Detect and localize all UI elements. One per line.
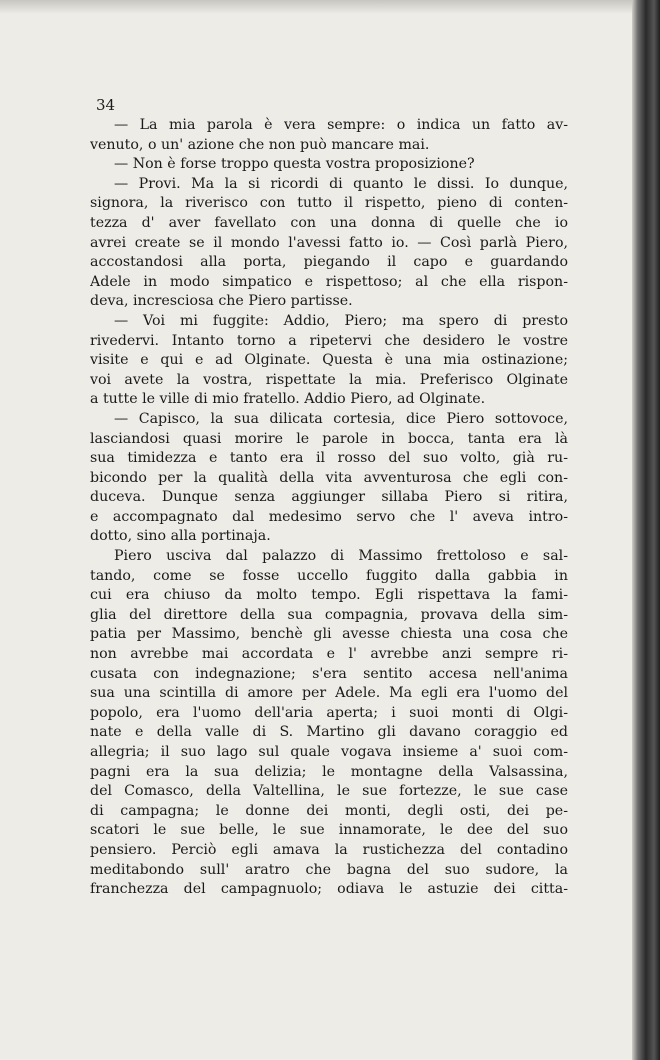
- text-line: — La mia parola è vera sempre: o indica un fatto av-: [114, 117, 568, 133]
- text-line: e accompagnato dal medesimo servo che l' aveva intro-: [90, 508, 568, 525]
- text-line: cusata con indegnazione; s'era sentito accesa nell'anima: [90, 665, 568, 682]
- text-line: del Comasco, della Valtellina, le sue fortezze, le sue case: [90, 783, 568, 800]
- text-line: patia per Massimo, benchè gli avesse chiesta una cosa che: [90, 626, 568, 643]
- text-line: pensiero. Perciò egli amava la rustichezza del contadino: [90, 841, 568, 858]
- text-line: nate e della valle di S. Martino gli davano coraggio ed: [90, 724, 568, 741]
- text-line: tando, come se fosse uccello fuggito dalla gabbia in: [90, 567, 568, 584]
- text-line: di campagna; le donne dei monti, degli osti, dei pe-: [90, 802, 568, 819]
- body-text: [90, 116, 568, 900]
- text-line: non avrebbe mai accordata e l' avrebbe anzi sempre ri-: [90, 646, 568, 663]
- text-line: Piero usciva dal palazzo di Massimo frettoloso e sal-: [114, 548, 568, 565]
- text-line: allegria; il suo lago sul quale vogava insieme a' suoi com-: [90, 744, 568, 760]
- text-line: — Provi. Ma la si ricordi di quanto le dissi. Io dunque,: [114, 175, 568, 192]
- text-line: avrei create se il mondo l'avessi fatto io. — Così parlà Piero,: [90, 234, 568, 251]
- text-line: a tutte le ville di mio fratello. Addio Piero, ad Olginate.: [90, 391, 486, 408]
- text-line: signora, la riverisco con tutto il rispetto, pieno di conten-: [90, 195, 568, 212]
- text-line: voi avete la vostra, rispettate la mia. Preferisco Olginate: [90, 371, 568, 388]
- text-line: cui era chiuso da molto tempo. Egli rispettava la fami-: [90, 587, 568, 604]
- text-line: glia del direttore della sua compagnia, provava della sim-: [90, 606, 568, 623]
- text-line: duceva. Dunque senza aggiunger sillaba Piero si ritira,: [90, 489, 568, 506]
- text-line: rivedervi. Intanto torno a ripetervi che desidero le vostre: [90, 332, 568, 349]
- text-line: venuto, o un' azione che non può mancare mai.: [90, 136, 430, 153]
- text-line: popolo, era l'uomo dell'aria aperta; i suoi monti di Olgi-: [90, 704, 568, 721]
- text-line: — Voi mi fuggite: Addio, Piero; ma spero di presto: [114, 312, 568, 329]
- text-line: — Capisco, la sua dilicata cortesia, dice Piero sottovoce,: [114, 410, 568, 427]
- text-line: pagni era la sua delizia; le montagne della Valsassina,: [90, 763, 568, 780]
- text-line: scatori le sue belle, le sue innamorate, le dee del suo: [90, 822, 568, 839]
- page-number: 34: [96, 96, 116, 114]
- text-line: deva, incresciosa che Piero partisse.: [90, 293, 353, 310]
- text-line: dotto, sino alla portinaja.: [90, 528, 271, 545]
- text-line: accostandosi alla porta, piegando il capo e guardando: [90, 254, 568, 271]
- text-line: lasciandosi quasi morire le parole in bocca, tanta era là: [90, 430, 568, 447]
- text-line: tezza d' aver favellato con una donna di quelle che io: [90, 214, 568, 231]
- text-line: meditabondo sull' aratro che bagna del suo sudore, la: [90, 861, 568, 878]
- text-line: sua una scintilla di amore per Adele. Ma egli era l'uomo del: [90, 685, 568, 702]
- text-line: visite e qui e ad Olginate. Questa è una mia ostinazione;: [90, 352, 568, 369]
- text-line: — Non è forse troppo questa vostra proposizione?: [114, 156, 475, 173]
- text-line: sua timidezza e tanto era il rosso del suo volto, già ru-: [90, 450, 568, 467]
- book-gutter: [632, 0, 660, 1060]
- text-line: Adele in modo simpatico e rispettoso; al che ella rispon-: [90, 273, 568, 290]
- page-shadow: [0, 0, 632, 14]
- text-line: bicondo per la qualità della vita avventurosa che egli con-: [90, 469, 568, 486]
- text-line: franchezza del campagnuolo; odiava le astuzie dei citta-: [90, 881, 568, 898]
